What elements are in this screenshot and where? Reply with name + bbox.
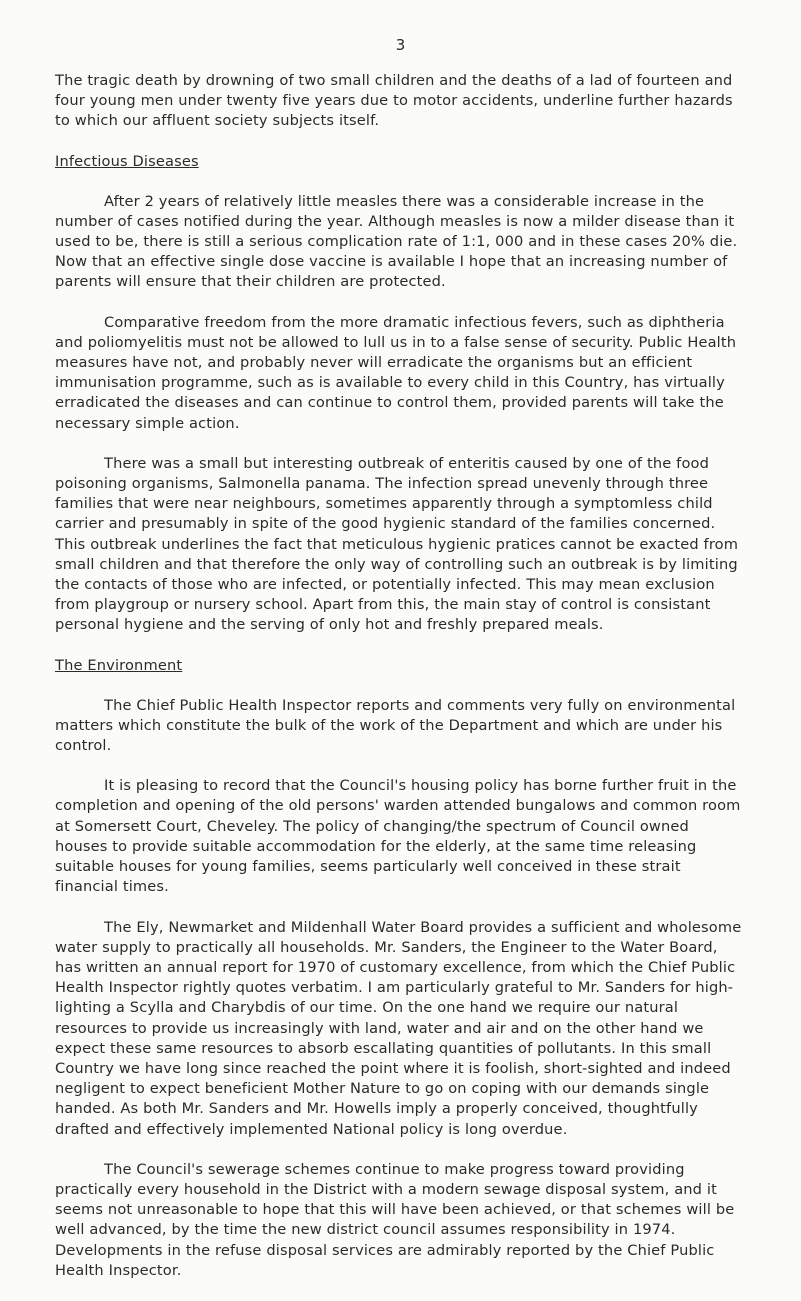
paragraph-enteritis: There was a small but interesting outbreak of enteritis caused by one of the food poisoning organisms, Salmonella panama. The infection spread unevenly through three families that were near neighbours, sometimes apparently through a symptomless child carrier and presumably in spite of the good hygienic standard of the families concerned. This outbreak underlines the fact that meticulous hygienic pratices cannot be exacted from small children and that therefore the only way of controlling such an outbreak is by limiting the contacts of those who are infected, or potentially infected. This may mean exclusion from playgroup or nursery school. Apart from this, the main stay of control is consistant personal hygiene and the serving of only hot and freshly prepared meals. xyxy=(55,454,739,634)
page-number: 3 xyxy=(395,36,406,54)
paragraph-sewerage: The Council's sewerage schemes continue to make progress toward providing practically every household in the District with a modern sewage disposal system, and it seems not unreasonable to hope that this will have been achieved, or that schemes will be well advanced, by the time the new district council assumes responsibility in 1974. Developments in the refuse disposal services are admirably reported by the Chief Public Health Inspector. xyxy=(55,1160,735,1279)
intro-paragraph: The tragic death by drowning of two small children and the deaths of a lad of fourteen and four young men under twenty five years due to motor accidents, underline further hazards to which our affluent society subjects itself. xyxy=(55,72,733,130)
section-heading-environment: The Environment xyxy=(55,656,183,674)
paragraph-inspector-reports: The Chief Public Health Inspector reports and comments very fully on environmental matters which constitute the bulk of the work of the Department and which are under his control. xyxy=(55,696,736,755)
paragraph-housing-policy: It is pleasing to record that the Council's housing policy has borne further fruit in the completion and opening of the old persons' warden attended bungalows and common room at Somersett Court, Cheveley. The policy of changing/the spectrum of Council owned houses to provide suitable accommodation for the elderly, at the same time releasing suitable houses for young families, seems particularly well conceived in these strait financial times. xyxy=(55,777,741,896)
section-heading-infectious-diseases: Infectious Diseases xyxy=(55,152,199,170)
paragraph-measles: After 2 years of relatively little measles there was a considerable increase in the number of cases notified during the year. Although measles is now a milder disease than it used to be, there is still a serious complication rate of 1:1, 000 and in these cases 20% die. Now that an effective single dose vaccine is available I hope that an increasing number of parents will ensure that their children are protected. xyxy=(55,192,738,291)
document-body xyxy=(55,71,745,1301)
paragraph-immunisation: Comparative freedom from the more dramatic infectious fevers, such as diphtheria and poliomyelitis must not be allowed to lull us in to a false sense of security. Public Health measures have not, and probably never will erradicate the organisms but an efficient immunisation programme, such as is available to every child in this Country, has virtually erradicated the diseases and can continue to control them, provided parents will take the necessary simple action. xyxy=(55,313,737,432)
paragraph-water-board: The Ely, Newmarket and Mildenhall Water Board provides a sufficient and wholesome water supply to practically all households. Mr. Sanders, the Engineer to the Water Board, has written an annual report for 1970 of customary excellence, from which the Chief Public Health Inspector rightly quotes verbatim. I am particularly grateful to Mr. Sanders for high-lighting a Scylla and Charybdis of our time. On the one hand we require our natural resources to provide us increasingly with land, water and air and on the other hand we expect these same resources to absorb escallating quantities of pollutants. In this small Country we have long since reached the point where it is foolish, short-sighted and indeed negligent to expect beneficient Mother Nature to go on coping with our demands single handed. As both Mr. Sanders and Mr. Howells imply a properly conceived, thoughtfully drafted and effectively implemented National policy is long overdue. xyxy=(55,918,742,1138)
